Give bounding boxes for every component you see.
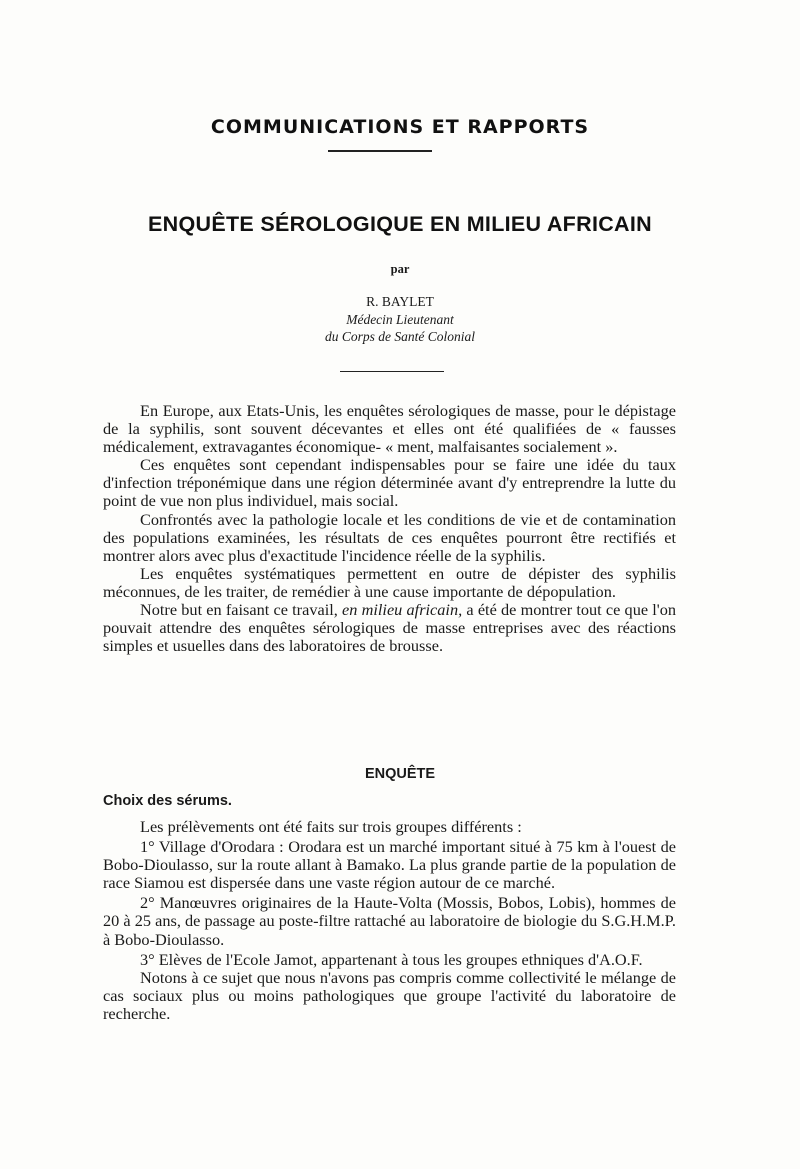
list-item: 3° Elèves de l'Ecole Jamot, appartenant à tous les groupes ethniques d'A.O.F. xyxy=(140,949,643,969)
paragraph: Les enquêtes systématiques permettent en outre de dépister des syphilis méconnues, de les traiter, de remédier à une cause importante de dépopulation. xyxy=(103,563,676,601)
paragraph: En Europe, aux Etats-Unis, les enquêtes sérologiques de masse, pour le dépistage de la syphilis, sont souvent décevantes et elles ont été qualifiées de « fausses médicalement, extravagantes économique- « ment, malfaisantes socialement ». xyxy=(103,401,676,457)
list-item: 1° Village d'Orodara : Orodara est un marché important situé à 75 km à l'ouest de Bobo-Dioulasso, sur la route allant à Bamako. La plus grande partie de la population de race Siamou est dispersée dans une vaste région autour de ce marché. xyxy=(103,837,676,893)
article-title: ENQUÊTE SÉROLOGIQUE EN MILIEU AFRICAIN xyxy=(148,212,652,236)
author-name: R. BAYLET xyxy=(366,294,434,309)
header-rule xyxy=(328,150,432,152)
goal-text-after: a été de montrer tout ce que l'on pouvait attendre des enquêtes sérologiques de masse entreprises avec des réactions simples et usuelles dans des laboratoires de brousse. xyxy=(103,600,677,656)
paragraph: Ces enquêtes sont cependant indispensables pour se faire une idée du taux d'infection tréponémique dans une région déterminée avant d'y entreprendre la lutte du point de vue non plus individuel, mais social. xyxy=(103,455,676,511)
paragraph: Confrontés avec la pathologie locale et les conditions de vie et de contamination des populations examinées, les résultats de ces enquêtes pourront être rectifiés et montrer alors avec plus d'exactitude l'incidence réelle de la syphilis. xyxy=(103,509,676,565)
list-item: 2° Manœuvres originaires de la Haute-Volta (Mossis, Bobos, Lobis), hommes de 20 à 25 ans, de passage au poste-filtre rattaché au laboratoire de biologie du S.G.H.M.P. à Bobo-Dioulasso. xyxy=(103,893,676,949)
goal-text-before: Notre but en faisant ce travail, xyxy=(140,600,343,620)
author-role: Médecin Lieutenant xyxy=(346,312,454,327)
byline-par: par xyxy=(390,262,410,276)
lead-paragraph: Les prélèvements ont été faits sur trois groupes différents : xyxy=(140,817,522,836)
goal-paragraph xyxy=(103,601,676,655)
byline-rule xyxy=(340,371,444,372)
section-heading: ENQUÊTE xyxy=(364,766,436,782)
goal-emphasis: en milieu africain, xyxy=(342,600,463,620)
closing-paragraph: Notons à ce sujet que nous n'avons pas compris comme collectivité le mélange de cas sociaux plus ou moins pathologiques que groupe l'activité du laboratoire de recherche. xyxy=(103,967,676,1023)
author-affiliation: du Corps de Santé Colonial xyxy=(324,329,475,344)
methods xyxy=(103,818,676,1023)
introduction xyxy=(103,402,676,655)
section-header: COMMUNICATIONS ET RAPPORTS xyxy=(210,116,590,138)
subsection-heading: Choix des sérums. xyxy=(103,793,232,809)
